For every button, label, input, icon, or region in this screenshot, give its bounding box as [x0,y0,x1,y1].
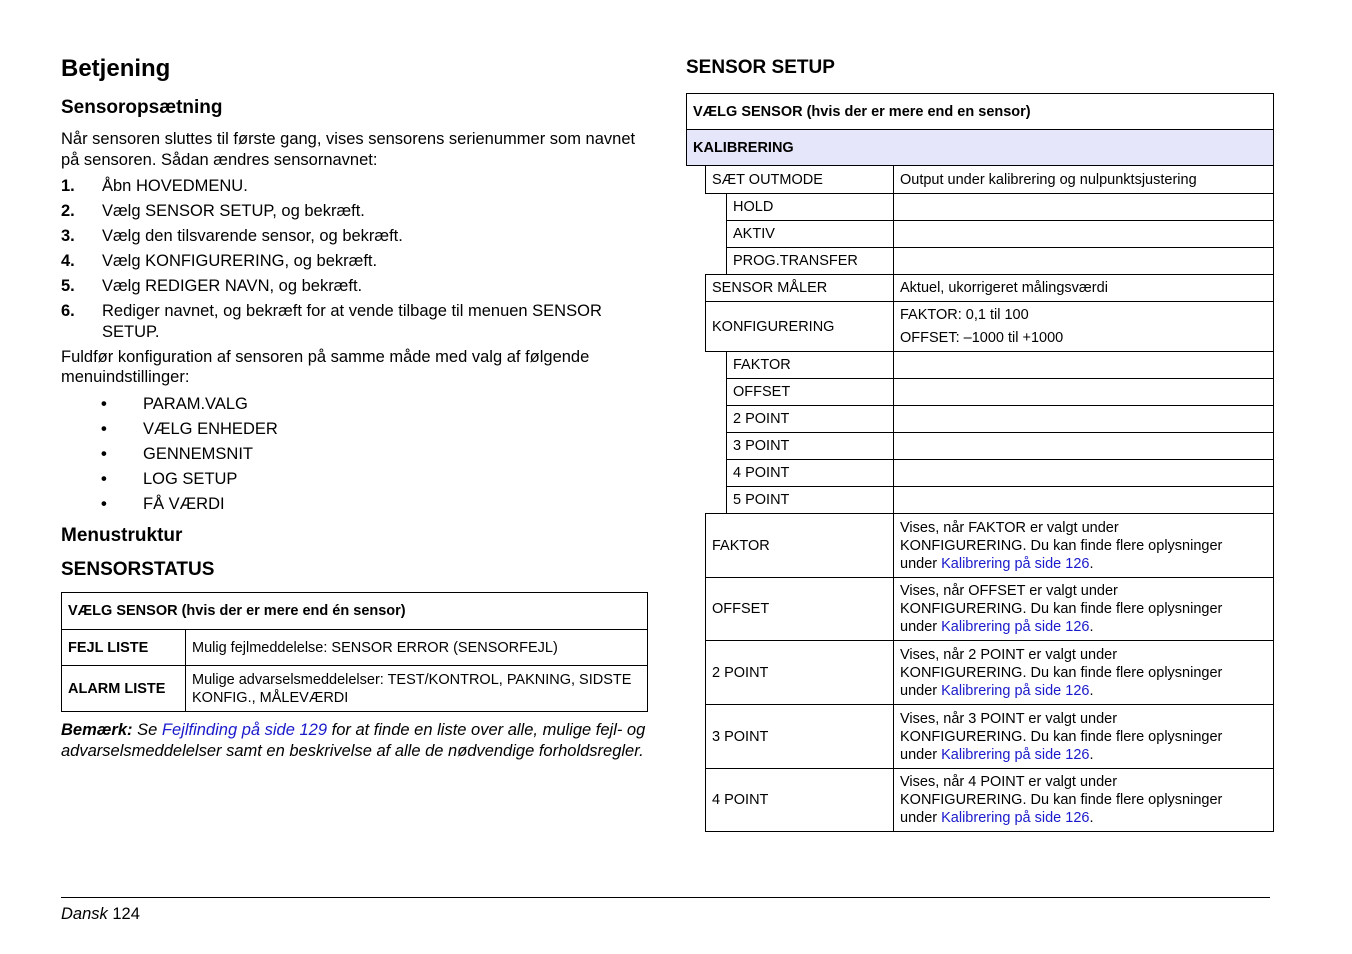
table-row [62,630,648,666]
desc-line [900,682,1267,700]
calibration-link[interactable]: Kalibrering på side 126 [941,619,1090,635]
calibration-link[interactable]: Kalibrering på side 126 [941,810,1090,826]
table-row [687,352,1274,379]
step-number: 4. [61,252,75,270]
table-row [687,433,1274,460]
calibration-link[interactable]: Kalibrering på side 126 [941,555,1090,572]
list-item [61,444,651,465]
list-item [61,226,651,247]
table-row [687,578,1274,641]
list-item [61,201,651,222]
option-label: PROG.TRANSFER [727,248,894,275]
note-label: Bemærk: [61,721,133,739]
desc-line [900,746,1267,764]
table-row [687,406,1274,433]
option-label: OFFSET [727,379,894,406]
desc-line [900,809,1267,827]
list-item [61,394,651,415]
row-label: 3 POINT [706,705,894,769]
bullet-text: FÅ VÆRDI [143,494,225,513]
desc-line: KONFIGURERING. Du kan finde flere oplysninger [900,601,1223,617]
row-value: Mulige advarselsmeddelelser: TEST/KONTROL, PAKNING, SIDSTE KONFIG., MÅLEVÆRDI [186,666,648,712]
row-label: SÆT OUTMODE [706,166,894,194]
right-column [686,56,1274,832]
page-footer [61,905,140,924]
desc-under: under [900,619,938,635]
bullet-icon: • [101,494,107,513]
calibration-link[interactable]: Kalibrering på side 126 [941,682,1090,699]
table-row [687,302,1274,352]
footer-language: Dansk [61,905,108,923]
row-label: FEJL LISTE [62,630,186,666]
note-paragraph [61,720,651,761]
step-text: Vælg KONFIGURERING, og bekræft. [102,252,378,270]
table-row [687,641,1274,705]
list-item [61,494,651,515]
list-item [61,301,651,342]
option-desc [894,433,1274,460]
note-pre: Se [137,721,158,739]
sensor-setup-heading: Sensoropsætning [61,97,223,118]
page-title: Betjening [61,55,171,82]
sensor-setup-table [686,93,1274,832]
desc-line: Vises, når 4 POINT er valgt under [900,774,1118,790]
calibration-row: KALIBRERING [687,130,1274,166]
desc-end: . [1089,619,1094,635]
table-row [687,248,1274,275]
row-label: 2 POINT [706,641,894,705]
row-desc [894,514,1274,578]
row-label: ALARM LISTE [62,666,186,712]
table-row [687,94,1274,130]
row-desc: Aktuel, ukorrigeret målingsværdi [894,275,1274,302]
step-text: Rediger navnet, og bekræft for at vende tilbage til menuen SENSOR SETUP. [102,302,602,341]
row-label: FAKTOR [706,514,894,578]
sensor-status-heading: SENSORSTATUS [61,559,215,580]
desc-line: KONFIGURERING. Du kan finde flere oplysninger [900,792,1223,808]
option-label: AKTIV [727,221,894,248]
step-text: Vælg SENSOR SETUP, og bekræft. [102,202,365,220]
desc-under: under [900,746,938,763]
option-desc [894,352,1274,379]
step-number: 6. [61,302,75,320]
desc-under: under [900,555,938,572]
step-number: 3. [61,227,75,245]
option-label: 3 POINT [727,433,894,460]
desc-under: under [900,682,938,699]
step-number: 5. [61,277,75,295]
row-desc: Output under kalibrering og nulpunktsjustering [894,166,1274,194]
option-desc [894,487,1274,514]
bullet-text: LOG SETUP [143,469,238,488]
row-desc [894,578,1274,641]
table-row [687,460,1274,487]
option-label: FAKTOR [727,352,894,379]
list-item [61,276,651,297]
desc-line [900,555,1267,573]
desc-end: . [1089,555,1094,572]
desc-line: Vises, når 3 POINT er valgt under [900,710,1118,727]
page-number: 124 [112,905,140,923]
table-row [687,221,1274,248]
calibration-link[interactable]: Kalibrering på side 126 [941,746,1090,763]
table-row [62,593,648,630]
table-row [687,130,1274,166]
menu-structure-heading: Menustruktur [61,525,183,546]
option-desc [894,379,1274,406]
table-row [687,514,1274,578]
desc-line: KONFIGURERING. Du kan finde flere oplysninger [900,664,1223,681]
sensor-setup-title: SENSOR SETUP [686,57,835,78]
bullet-icon: • [101,419,107,438]
desc-line: KONFIGURERING. Du kan finde flere oplysninger [900,728,1223,745]
table-header-cell: VÆLG SENSOR (hvis der er mere end en sensor) [687,94,1274,130]
desc-end: . [1089,810,1094,826]
desc-under: under [900,810,938,826]
option-label: 2 POINT [727,406,894,433]
row-desc [894,641,1274,705]
list-item [61,176,651,197]
row-value: Mulig fejlmeddelelse: SENSOR ERROR (SENSORFEJL) [186,630,648,666]
row-label: SENSOR MÅLER [706,275,894,302]
row-desc [894,302,1274,352]
option-desc [894,460,1274,487]
step-number: 2. [61,202,75,220]
step-text: Vælg den tilsvarende sensor, og bekræft. [102,227,403,245]
desc-line: OFFSET: –1000 til +1000 [900,330,1064,346]
step-number: 1. [61,177,75,195]
option-label: 4 POINT [727,460,894,487]
table-row [687,275,1274,302]
step-text: Vælg REDIGER NAVN, og bekræft. [102,277,363,295]
menu-options-list [61,394,651,515]
desc-line: Vises, når 2 POINT er valgt under [900,646,1118,663]
footer-divider [61,897,1270,898]
desc-line [900,618,1267,636]
bullet-text: VÆLG ENHEDER [143,419,278,438]
option-label: 5 POINT [727,487,894,514]
troubleshooting-link[interactable]: Fejlfinding på side 129 [161,721,328,739]
table-row [687,194,1274,221]
steps-list [61,176,651,342]
row-label: KONFIGURERING [706,302,894,352]
step-text: Åbn HOVEDMENU. [102,177,248,195]
bullet-icon: • [101,469,107,488]
desc-end: . [1089,746,1094,763]
desc-line: FAKTOR: 0,1 til 100 [900,307,1029,323]
row-desc [894,705,1274,769]
bullet-icon: • [101,394,107,413]
option-label: HOLD [727,194,894,221]
option-desc [894,221,1274,248]
table-row [687,379,1274,406]
option-desc [894,406,1274,433]
note-post: for at finde en liste over alle, mulige fejl- og advarselsmeddelelser samt en beskrivelse af alle de nødvendige forholdsregler. [61,721,646,760]
intro-paragraph: Når sensoren sluttes til første gang, vises sensorens serienummer som navnet på sensoren. Sådan ændres sensornavnet: [61,130,636,169]
option-desc [894,194,1274,221]
desc-end: . [1089,682,1094,699]
table-header-cell: VÆLG SENSOR (hvis der er mere end én sensor) [62,593,648,630]
row-label: 4 POINT [706,769,894,832]
after-steps-paragraph: Fuldfør konfiguration af sensoren på samme måde med valg af følgende menuindstillinger: [61,347,590,386]
table-row [687,166,1274,194]
list-item [61,251,651,272]
bullet-text: GENNEMSNIT [143,444,254,463]
list-item [61,419,651,440]
option-desc [894,248,1274,275]
left-column [61,54,651,761]
bullet-icon: • [101,444,107,463]
table-row [62,666,648,712]
list-item [61,469,651,490]
bullet-text: PARAM.VALG [143,394,248,413]
desc-line: KONFIGURERING. Du kan finde flere oplysninger [900,537,1223,554]
row-label: OFFSET [706,578,894,641]
row-desc [894,769,1274,832]
sensor-status-table [61,592,648,712]
desc-line: Vises, når OFFSET er valgt under [900,583,1118,599]
table-row [687,769,1274,832]
table-row [687,487,1274,514]
desc-line: Vises, når FAKTOR er valgt under [900,519,1119,536]
table-row [687,705,1274,769]
